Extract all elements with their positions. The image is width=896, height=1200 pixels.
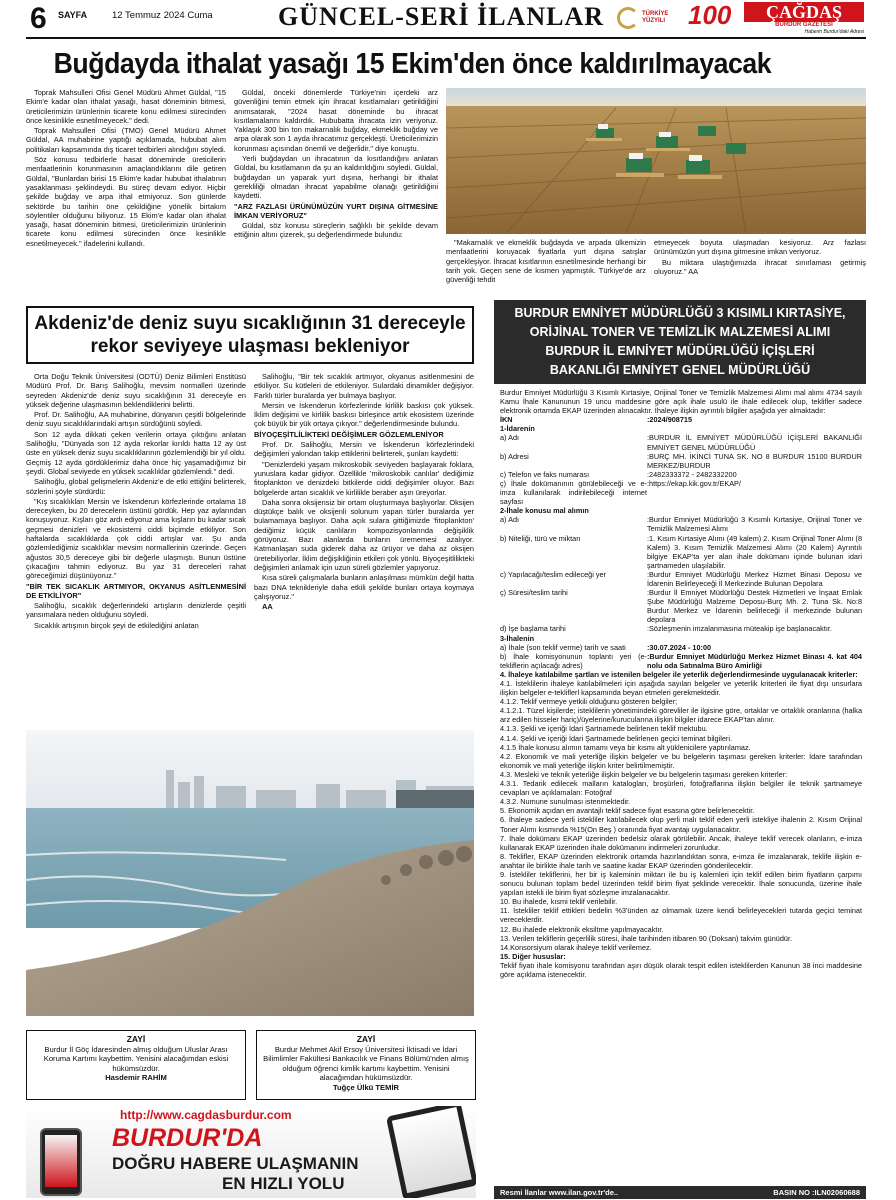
article2-col1 <box>26 372 246 722</box>
notice-item: 4.1. İsteklilerin ihaleye katılabilmeleri için aşağıda sayılan belgeler ve yeterlik kriterleri ile fiyat dışı unsurlara ilişkin belgeler e-tekliflerl kapsamında beyan etmeleri gerekmektedir. <box>500 679 862 698</box>
notice-item: 11. İstekliler teklif ettikleri bedelin %3'ünden az olmamak üzere kendi belirleyecekleri tutarda geçici teminat vereceklerdir. <box>500 906 862 925</box>
row-value: :Burdur İl Emniyet Müdürlüğü Destek Hizmetleri ve İnşaat Emlak Şube Müdürlüğü Malzeme Deposu-Burç Mh. 2. Tuna Sk. No:8 Burdur Merkez ve İdarenin belirleceği il merkezinde bulunan depolara <box>647 588 862 625</box>
paragraph: Orta Doğu Teknik Üniversitesi (ODTÜ) Deniz Bilimleri Enstitüsü Müdürü Prof. Dr. Barış Salihoğlu, mevsim normalleri üzerinde seyreden Akdeniz'de deniz suyu sıcaklığının 31 dereceyle en yüksek değerine ulaşmasının beklendiklerini belirtti. <box>26 372 246 409</box>
paragraph: Kısa süreli çalışmalarla bunların anlaşılması mümkün değil hatta bazı DNA teknikleriyle daha etkili şekilde bunları ortaya koymaya çalışıyoruz." <box>254 573 474 601</box>
paragraph: Sıcaklık artışının birçok şeyi de etkilediğini anlatan <box>34 620 199 630</box>
article2-headline-line2: rekor seviyeye ulaşması bekleniyor <box>90 336 410 357</box>
page-number: 6 <box>30 2 47 35</box>
notice-row <box>500 515 862 533</box>
paragraph: etmeyecek boyuta ulaşmadan kesiyoruz. Arz fazlası ürünümüzün yurt dışına gitmesine imkan veriyoruz. <box>654 238 866 257</box>
issue-date: 12 Temmuz 2024 Cuma <box>112 10 213 21</box>
notice-row <box>500 588 862 624</box>
paragraph: "Makarnalık ve ekmeklik buğdayda ve arpada ülkemizin menfaatlerini koruyacak fiyatlarla yurt dışına satışlar gerçekleşiyor. İhracat kısıtlarının esnetilmesinde herhangi bir tarih yok. Geçen sene de kısmen yapmıştık. Türkiye'de arz güvenliği tehdit <box>446 238 646 285</box>
row-value: :https://ekap.kik.gov.tr/EKAP/ <box>647 478 741 488</box>
promo-line1: BURDUR'DA <box>112 1124 263 1152</box>
row-value: :BURDUR İL EMNİYET MÜDÜRLÜĞÜ İÇİŞLERİ BAKANLIĞI EMNİYET GENEL MÜDÜRLÜĞÜ <box>647 433 862 452</box>
notice-section-3: 3-İhalenin <box>500 633 535 643</box>
notice-item: 4.3.2. Numune sunulması istenmektedir. <box>500 797 631 807</box>
notice-row <box>500 479 862 506</box>
promo-line3: EN HIZLI YOLU <box>222 1174 345 1193</box>
sea-illustration <box>26 730 474 1016</box>
paragraph: "Denizlerdeki yaşam mikroskobik seviyeden başlayarak foklara, yunuslara kadar gidiyor. Özellikle 'mikroskobik canlılar' dediğimiz fitoplankton ve denizdeki bitkilerde ciddi değişimler oluyor. Bazı bölgelerde artan sıcaklık ve kirlilikle beraber aşırı üreyorlar. <box>254 459 474 497</box>
article1-col2 <box>234 88 438 296</box>
notice-section-2: 2-İhale konusu mal alımın <box>500 506 589 516</box>
phone-icon <box>40 1128 82 1196</box>
paragraph: Toprak Mahsulleri Ofisi (TMO) Genel Müdürü Ahmet Güldal, AA muhabirine yaptığı açıklamada, hububat alım politikaları kapsamında dış ticaret tedbirleri alındığını söyledi. <box>26 126 226 154</box>
notice-item: 4.2. Ekonomik ve mali yeterliğe ilişkin belgeler ve bu belgelerin taşıması gereken kriterler: İdare tarafından ekonomik ve mali yeterliğe ilişkin kriter belirtilmemiştir. <box>500 751 862 770</box>
article1-col1 <box>26 88 226 296</box>
paragraph: Salihoğlu, "Bir tek sıcaklık artmıyor, okyanus asitlenmesini de etkiliyor. Su kütleleri de etkileniyor. Sulardaki dinamikler değişiyor. Farklı türler buralarda yer bulmaya başlıyor. <box>254 372 474 400</box>
row-value: :Burdur Emniyet Müdürlüğü Merkez Hizmet Binası 4. kat 404 nolu oda Satınalma Büro Amirliği <box>647 651 862 670</box>
row-label: b) Adresi <box>500 451 529 461</box>
row-value: :Sözleşmenin imzalanmasına müteakip işe başlanacaktır. <box>647 624 832 634</box>
notice-item: 4. İhaleye katılabilme şartları ve istenilen belgeler ile yeterlik değerlendirmesinde uygulanacak kriterler: <box>500 669 858 679</box>
row-value: :Burdur Emniyet Müdürlüğü Merkez Hizmet Binası Deposu ve İdarenin Belirleyeceği İl Merkezinde Bulunan Depolara <box>647 569 862 588</box>
article2-headline-line1: Akdeniz'de deniz suyu sıcaklığının 31 dereceyle <box>34 313 466 334</box>
notice-item: 12. Bu ihalede elektronik eksiltme yapılmayacaktır. <box>500 924 664 934</box>
notice-footer-right: BASIN NO :ILN02060688 <box>773 1188 860 1197</box>
notice-ikn-label: İKN <box>500 415 513 425</box>
notice-item: 7. İhale dokümanı EKAP üzerinden bedelsiz olarak görülebilir. Ancak, ihaleye teklif verecek olanların, e-imza kullanarak EKAP üzerinden ihale dokümanını indirmeleri zorunludur. <box>500 833 862 852</box>
row-label: a) İhale (son teklif verme) tarih ve saati <box>500 642 626 652</box>
row-value: :2482333372 - 2482332200 <box>647 469 737 479</box>
paragraph: Bu miktara ulaştığımızda ihracat sınırlaması getirmiş oluyoruz." AA <box>654 257 866 276</box>
sea-coast-photo <box>26 730 474 1016</box>
row-label: ç) İhale dokümanının görülebileceği ve e-imza kullanılarak indirilebileceği internet sayfası <box>500 478 647 507</box>
paragraph: Mersin ve İskenderun körfezlerinde kirlilik baskısı çok yüksek. İklim değişimi ve kirlilik baskısı birleşince artık ekosistem üzerinde çok büyük bir yük ortaya çıkıyor." değerlendirmesinde bulundu. <box>254 400 474 429</box>
paragraph: Son 12 ayda dikkati çeken verilerin ortaya çıktığını anlatan Salihoğlu, "Dünyada son 12 ayda rekorlar kırıldı hatta 12 ay üst üste en yüksek deniz suyu sıcaklıklarının gözlemlendiği bir yıl oldu. Geçmiş 12 ayda gördüklerimiz daha önce hiç yaşamadığımız bir şeydi. Global seviyede en yüksek sıcaklıklar gözlemlendi." dedi. <box>26 429 246 476</box>
notice-row <box>500 534 862 570</box>
article1-col3 <box>446 238 646 296</box>
zayi-title: ZAYİ <box>126 1034 146 1044</box>
notice-row <box>500 470 862 479</box>
notice-body <box>500 388 862 1186</box>
row-value: :30.07.2024 - 10:00 <box>647 642 712 652</box>
notice-row <box>500 452 862 470</box>
notice-footer <box>494 1186 866 1199</box>
paragraph: Güldal, önceki dönemlerde Türkiye'nin içerdeki arz güvenliğini temin etmek için ihracat kısıtlamaları getirildiğini anımsatarak, "2024 hasat döneminde bu ihracat kısıtlamalarını kaldırdık. Hububatta ihracata izin veriyoruz. Yaklaşık 300 bin ton makarnalık buğday, ekmeklik buğday ve arpa olarak son 1 ayda ihracatımız gerçekleşti. Üreticilerimizin korunması açısından önemli ve değerlidir." diye konuştu. <box>234 88 438 153</box>
subheading: BİYOÇEŞİTLİLİKTEKİ DEĞİŞİMLER GÖZLEMLENİYOR <box>254 429 444 439</box>
cagdas-logo-text: ÇAĞDAŞ <box>744 2 864 22</box>
paragraph: Prof. Dr. Salihoğlu, AA muhabirine, dünyanın çeşitli bölgelerinde deniz suyu sıcaklıklarındaki artışın sürdüğünü söyledi. <box>26 410 246 429</box>
notice-item: 4.1.2.1. Tüzel kişilerde; isteklilerin yönetimindeki görevliler ile ilgisine göre, ortaklar ve ortaklık oranlarına (halka arz edilen hisseler hariç)/üyelerine/kurucularına ilişkin bilgiler idarece EKAP'tan alınır. <box>500 706 862 725</box>
turkiye-emblem-icon <box>617 7 639 29</box>
wheat-harvest-photo <box>446 88 866 234</box>
paragraph: Prof. Dr. Salihoğlu, Mersin ve İskenderun körfezlerindeki değişimleri yakından takip ettiklerini belirterek, şunları kaydetti: <box>254 440 474 459</box>
notice-item: 10. Bu ihalede, kısmi teklif verilebilir. <box>500 897 618 907</box>
row-label: c) Yapılacağı/teslim edileceği yer <box>500 569 606 579</box>
zayi-notice-1 <box>26 1030 246 1100</box>
zayi-title: ZAYİ <box>356 1034 376 1044</box>
promo-banner <box>26 1106 476 1198</box>
subheading: "ARZ FAZLASI ÜRÜNÜMÜZÜN YURT DIŞINA GİTMESİNE İMKAN VERİYORUZ" <box>234 201 438 220</box>
notice-footer-left: Resmi İlanlar www.ilan.gov.tr'de.. <box>500 1188 619 1197</box>
notice-row <box>500 643 862 652</box>
zayi-name: Hasdemir RAHİM <box>105 1073 167 1083</box>
notice-item: 4.1.2. Teklif vermeye yetkili olduğunu gösteren belgiler; <box>500 697 678 707</box>
row-label: ç) Süresi/teslim tarihi <box>500 588 568 598</box>
notice-row <box>500 433 862 451</box>
notice-row <box>500 570 862 588</box>
notice-row <box>500 624 862 633</box>
row-value: :Burdur Emniyet Müdürlüğü 3 Kısımlı Kırtasiye, Orijinal Toner ve Temizlik Malzemesi Alımı <box>647 515 862 534</box>
paragraph: Salihoğlu, sıcaklık değerlerindeki artışların denizlerde çeşitli yansımalara neden olduğunu söyledi. <box>26 601 246 620</box>
row-label: d) İşe başlama tarihi <box>500 624 566 634</box>
row-label: c) Telefon ve faks numarası <box>500 469 590 479</box>
notice-item: 4.3. Mesleki ve teknik yeterliğe ilişkin belgeler ve bu belgelerin taşıması gereken kriterler: <box>500 769 788 779</box>
article1-col4 <box>654 238 866 296</box>
notice-item: 14.Konsorsiyum olarak ihaleye teklif verilemez. <box>500 942 652 952</box>
turkiye-logo-text: TÜRKİYE YÜZYILI <box>642 11 669 24</box>
section-title: GÜNCEL-SERİ İLANLAR <box>278 2 604 31</box>
article2-headline-box <box>26 306 474 364</box>
notice-title-3: BURDUR İL EMNİYET MÜDÜRLÜĞÜ İÇİŞLERİ <box>545 344 815 358</box>
notice-item: 15. Diğer hususlar: <box>500 951 566 961</box>
paragraph: Yerli buğdaydan un ihracatının da kısıtlandığını anlatan Güldal, bu kısıtlamanın da şu an kaldırıldığını söyledi. Güldal, buğdaydan un yaparak yurt dışına, herhangi bir ithalat gerekliliği olmadan ihracat yapabilme olanağı getirildiğini kaydetti. <box>234 154 438 201</box>
article1-headline: Buğdayda ithalat yasağı 15 Ekim'den önce kaldırılmayacak <box>53 48 772 80</box>
row-label: a) Adı <box>500 515 520 525</box>
notice-intro: Burdur Emniyet Müdürlüğü 3 Kısımlı Kırtasiye, Orijinal Toner ve Temizlik Malzemesi Alımı mal alımı 4734 sayılı Kamu İhale Kanununun 19 uncu maddesine göre açık ihale usulü ile ihale edilecek olup, teklifler sadece elektronik ortamda EKAP üzerinden alınacaktır. İhaleye ilişkin ayrıntılı bilgiler aşağıda yer almaktadır: <box>500 388 862 416</box>
zayi-notice-2 <box>256 1030 476 1100</box>
notice-item: 4.1.3. Şekli ve içeriği İdari Şartnamede belirlenen teklif mektubu. <box>500 724 708 734</box>
promo-line2: DOĞRU HABERE ULAŞMANIN <box>112 1154 359 1173</box>
paragraph: Söz konusu tedbirlerle hasat döneminde üreticilerin menfaatlerinin korunmasının amaçlandıklarını dile getiren Güldal, "Bunlardan birisi 15 Ekim'e kadar hububat ithalatının yasaklanması şeklindeydi. Bu süreç devam ediyor. Hiçbir şekilde buğday ve arpa ithal etmiyoruz. Son günlerde sektörde bu tarihin öne çekildiğine yönelik birtakım söylentiler olduğunu biliyoruz. 15 Ekim'e kadar olan ithalat yasağı, hasat döneminin bitmesi, üreticilerimizin ürünlerinin ticarete konu edilmesi sürecinden önce kesinlikle esnetilmeyecek." ifadelerini kullandı. <box>26 155 226 248</box>
paragraph: Daha sonra oksijensiz bir ortam oluşturmaya başlıyorlar. Oksijen düştükçe balık ve oksijenli solunum yapan türler buralarda yer bulamamaya başlıyor. Daha açık sulara gittiğimizde 'fitoplankton' dediğimiz küçük canlıların kompozisyonlarında değişiklik görüyoruz. Bazı alanlarda bunların ürememesi azalıyor. Katmanlaşan suda giderek daha az ürüyor ve daha az oksijen üretebiliyorlar. İklim değişikliğinin etkileri çok yönlü. Biyoçeşitlilikteki değişimleri anlamak için uzun süreli gözlemler yapıyoruz. <box>254 497 474 572</box>
notice-item: 13. Verilen tekliflerin geçerlilik süresi, ihale tarihinden itibaren 90 (Doksan) takvim günüdür. <box>500 933 793 943</box>
notice-item: 4.1.5 İhale konusu alımın tamamı veya bir kısmı alt yüklenicilere yaptırılamaz. <box>500 742 751 752</box>
row-value: :1. Kısım Kırtasiye Alımı (49 kalem) 2. Kısım Orijinal Toner Alımı (8 Kalem) 3. Kısım Temizlik Malzemesi Alımı (20 Kalem) Ayrıntılı bilgiye EKAP'ta yer alan ihale dokümanı içinde bulunan idari şartnameden ulaşılabilir. <box>647 533 862 570</box>
article2-col2 <box>254 372 474 722</box>
notice-item: Teklif fiyatı ihale komisyonu tarafından aşırı düşük olarak tespit edilen isteklilerden Kanunun 38 inci maddesine göre açıklama istenecektir. <box>500 960 862 979</box>
zayi-text: Burdur İl Göç İdaresinden almış olduğum Uluslar Arası Koruma Kartımı kaybettim. Yenisini alacağımdan eskisi hükümsüzdür. <box>43 1044 229 1073</box>
notice-section-1: 1-İdarenin <box>500 424 535 434</box>
notice-item: 9. İstekliler tekliflerini, her bir iş kaleminin miktarı ile bu iş kalemleri için teklif edilen birim fiyatların çarpımı sonucu bulunan toplam bedel üzerinden teklif birim fiyat şeklinde verecektir. İhale sonucunda, üzerine ihale yapılan istekli ile birim fiyat sözleşme imzalanacaktır. <box>500 869 862 898</box>
notice-title-4: BAKANLIĞI EMNİYET GENEL MÜDÜRLÜĞÜ <box>549 363 811 377</box>
notice-row <box>500 652 862 670</box>
paragraph: "Kış sıcaklıkları Mersin ve İskenderun körfezlerinde ortalama 18 dereceyken, bu 20 derecelerin üstünü gördük. Hep yaz aylarından konuşuyoruz. Kışları göz ardı ediyoruz ama kışların bu kadar sıcak geçmesi denizleri ve ekosistemi ciddi biçimde etkiliyor. Son haftalarda sıcaklıklarda çok ciddi artışlar var. Şu anda gözlemlediğimiz sıcaklıklar mevsim normallerinin üzerinde. Geçen ağustos 30,5 dereceye gibi bir değerle ulaşmıştı. Bunun üstüne çıkacağını tahmin ediyoruz. Bu yaz 31 dereceleri rahat göreceğimizi düşünüyoruz." <box>26 496 246 581</box>
notice-item: 6. İhaleye sadece yerli istekliler katılabilecek olup yerli malı teklif eden yerli istekliye ihalenin 2. Kısım Orijinal Toner Alımı kısmında %15(On Beş ) oranında fiyat avantajı uygulanacaktır. <box>500 815 862 834</box>
zayi-name: Tuğçe Ülkü TEMİR <box>332 1082 400 1092</box>
row-value: :BURÇ MH. İKİNCİ TUNA SK. NO 8 BURDUR 15100 BURDUR MERKEZ/BURDUR <box>647 451 862 470</box>
notice-header <box>494 300 866 384</box>
harvest-illustration <box>446 88 866 234</box>
row-label: a) Adı <box>500 433 520 443</box>
hundred-year-logo: 100 <box>688 0 732 30</box>
turkiye-yuzyili-logo <box>617 4 681 32</box>
row-label: b) İhale komisyonunun toplantı yeri (e-tekliflerin açılacağı adres) <box>500 651 647 670</box>
cagdas-logo-tagline: Haberin Burdur'daki Adresi <box>804 29 864 35</box>
header-rule <box>26 37 866 39</box>
tablet-icon <box>386 1106 476 1198</box>
notice-title-1: BURDUR EMNİYET MÜDÜRLÜĞÜ 3 KISIMLI KIRTASİYE, <box>514 306 846 320</box>
page-word: SAYFA <box>58 10 88 20</box>
notice-title-2: ORİJİNAL TONER VE TEMİZLİK MALZEMESİ ALIMI <box>529 325 831 339</box>
paragraph: Salihoğlu, global gelişmelerin Akdeniz'e de etki ettiğini belirterek, sözlerini şöyle sürdürdü: <box>26 477 246 496</box>
notice-item: 5. Ekonomik açıdan en avantajlı teklif sadece fiyat esasına göre belirlenecektir. <box>500 806 755 816</box>
promo-url[interactable]: http://www.cagdasburdur.com <box>120 1108 292 1122</box>
subheading: "BİR TEK SICAKLIK ARTMIYOR, OKYANUS ASİTLENMESİNİ DE ETKİLİYOR" <box>26 581 246 600</box>
paragraph: Toprak Mahsulleri Ofisi Genel Müdürü Ahmet Güldal, "15 Ekim'e kadar olan ithalat yasağı, hasat döneminin bitmesi, üreticilerimizin ürünlerinin ticarete konu edilmesi sürecinden önce kesinlikle esnetilmeyecek." dedi. <box>26 88 226 125</box>
zayi-text: Burdur Mehmet Akif Ersoy Üniversitesi İktisadi ve İdari Bilimlimler Fakültesi Bankacılık ve Finans Bölümü'nden almış olduğum öğrenci kimlik kartımı kaybettim. Yenisini alacağımdan hükümsüzdür. <box>263 1044 469 1083</box>
paragraph: Güldal, söz konusu süreçlerin sağlıklı bir şekilde devam ettiğinin altını çizerek, şu değerlendirmede bulundu: <box>234 221 438 240</box>
notice-item: 8. Teklifler, EKAP üzerinden elektronik ortamda hazırlandıktan sonra, e-imza ile imzalanarak, teklife ilişkin e-anahtar ile birlikte ihale tarih ve saatine kadar EKAP üzerinden gönderilecektir. <box>500 851 862 870</box>
signature: AA <box>262 602 273 612</box>
notice-ikn <box>500 415 862 424</box>
notice-item: 4.3.1. Tedarik edilecek malların katalogları, broşürleri, fotoğraflarına ilişkin belgiler ile teknik şartnameye cevapları ve açıklamaları: Fotoğraf <box>500 779 862 798</box>
cagdas-logo <box>744 2 864 36</box>
row-label: b) Niteliği, türü ve miktarı <box>500 533 581 543</box>
notice-item: 4.1.4. Şekli ve içeriği İdari Şartnamede belirlenen geçici teminat bilgileri. <box>500 733 732 743</box>
cagdas-logo-sub: BURDUR GAZETESİ <box>775 22 833 28</box>
notice-ikn-value: :2024/908715 <box>647 415 693 425</box>
